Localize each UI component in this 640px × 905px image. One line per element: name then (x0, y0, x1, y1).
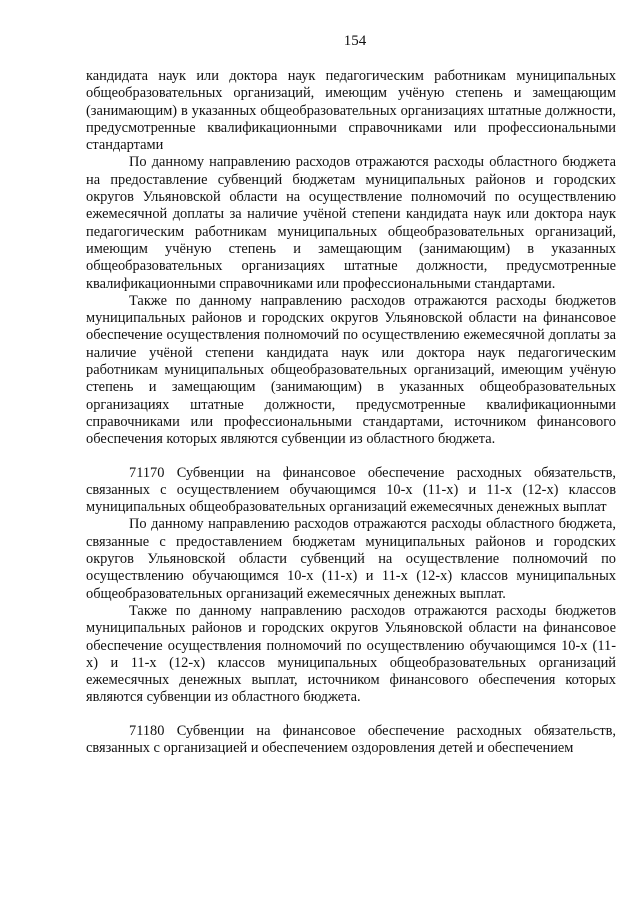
page-number: 154 (343, 33, 367, 49)
document-page (86, 32, 616, 757)
paragraph-71170-municipal-budget: Также по данному направлению расходов отражаются расходы бюджетов муниципальных районов и городских округов Ульяновской области на финансовое обеспечение осуществления полномочий по осуществлению обучающимся 10-х (11-х) и 11-х (12-х) классов муниципальных общеобразовательных организаций ежемесячных денежных выплат, источником финансового обеспечения которых являются субвенции из областного бюджета. (86, 602, 616, 706)
paragraph-gap (86, 707, 616, 723)
section-heading-71170: 71170 Субвенции на финансовое обеспечение расходных обязательств, связанных с осуществлением обучающимся 10-х (11-х) и 11-х (12-х) классов муниципальных общеобразовательных организаций ежемесячных денежных выплат (86, 464, 616, 516)
section-heading-71180: 71180 Субвенции на финансовое обеспечение расходных обязательств, связанных с организацией и обеспечением оздоровления детей и обеспечением (86, 722, 616, 756)
paragraph-continuation: кандидата наук или доктора наук педагогическим работникам муниципальных общеобразовательных организаций, имеющим учёную степень и замещающим (занимающим) в указанных общеобразовательных организациях штатные должности, предусмотренные квалификационными справочниками или профессиональными стандартами (86, 68, 616, 154)
paragraph-regional-budget-subventions: По данному направлению расходов отражаются расходы областного бюджета на предоставление субвенций бюджетам муниципальных районов и городских округов Ульяновской области на осуществление полномочий по осуществлению ежемесячной доплаты за наличие учёной степени кандидата наук или доктора наук педагогическим работникам муниципальных общеобразовательных организаций, имеющим учёную степень и замещающим (занимающим) в указанных общеобразовательных организациях штатные должности, предусмотренные квалификационными справочниками или профессиональными стандартами. (86, 154, 616, 292)
paragraph-gap (86, 449, 616, 465)
paragraph-municipal-budget-expenses: Также по данному направлению расходов отражаются расходы бюджетов муниципальных районов и городских округов Ульяновской области на финансовое обеспечение осуществления полномочий по осуществлению ежемесячной доплаты за наличие учёной степени кандидата наук или доктора наук педагогическим работникам муниципальных общеобразовательных организаций, имеющим учёную степень и замещающим (занимающим) в указанных общеобразовательных организациях штатные должности, предусмотренные квалификационными справочниками или профессиональными стандартами, источником финансового обеспечения которых являются субвенции из областного бюджета. (86, 292, 616, 448)
paragraph-71170-regional-budget: По данному направлению расходов отражаются расходы областного бюджета, связанные с предоставлением бюджетам муниципальных районов и городских округов Ульяновской области субвенций на осуществление полномочий по осуществлению обучающимся 10-х (11-х) и 11-х (12-х) классов муниципальных общеобразовательных организаций ежемесячных денежных выплат. (86, 516, 616, 602)
